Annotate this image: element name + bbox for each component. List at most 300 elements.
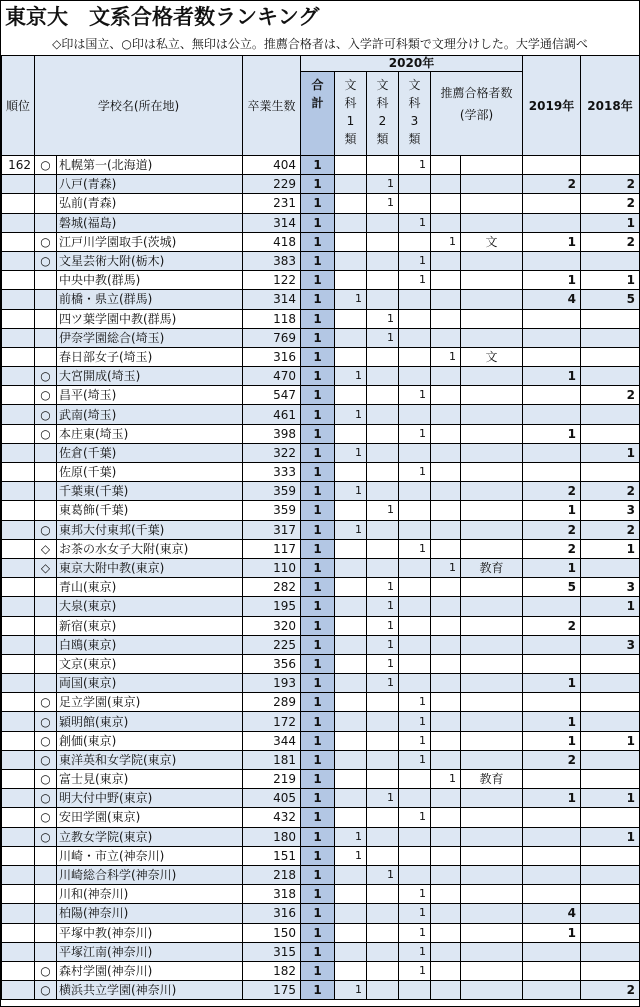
header-2018: 2018年: [581, 56, 640, 156]
y2019-cell: 4: [523, 290, 581, 309]
faculty-cell: [461, 865, 523, 884]
school-type-mark: ○: [35, 961, 57, 980]
bun2-cell: [367, 961, 399, 980]
school-type-mark: ○: [35, 424, 57, 443]
header-rank: 順位: [2, 56, 35, 156]
total-cell: 1: [301, 750, 335, 769]
bun2-cell: [367, 156, 399, 175]
school-type-mark: [35, 482, 57, 501]
total-cell: 1: [301, 635, 335, 654]
table-row: [2, 482, 640, 501]
bun2-cell: [367, 443, 399, 462]
faculty-cell: [461, 328, 523, 347]
bun3-cell: [399, 367, 431, 386]
recommend-count-cell: [431, 789, 461, 808]
y2018-cell: 1: [581, 827, 640, 846]
y2019-cell: [523, 635, 581, 654]
graduates-cell: 219: [243, 770, 301, 789]
faculty-cell: [461, 961, 523, 980]
rank-cell: [2, 290, 35, 309]
faculty-cell: [461, 981, 523, 1000]
graduates-cell: 320: [243, 616, 301, 635]
bun3-cell: 1: [399, 271, 431, 290]
total-cell: 1: [301, 271, 335, 290]
school-name-cell: 文星芸術大附(栃木): [57, 251, 243, 270]
rank-cell: [2, 251, 35, 270]
bun2-cell: [367, 232, 399, 251]
bun1-cell: [335, 961, 367, 980]
rank-cell: [2, 424, 35, 443]
total-cell: 1: [301, 885, 335, 904]
bun2-cell: 1: [367, 654, 399, 673]
school-name-cell: 足立学園(東京): [57, 693, 243, 712]
rank-cell: [2, 213, 35, 232]
faculty-cell: [461, 309, 523, 328]
table-row: [2, 251, 640, 270]
graduates-cell: 182: [243, 961, 301, 980]
rank-cell: [2, 942, 35, 961]
total-cell: 1: [301, 175, 335, 194]
bun1-cell: [335, 558, 367, 577]
total-cell: 1: [301, 827, 335, 846]
recommend-count-cell: [431, 750, 461, 769]
table-row: [2, 981, 640, 1000]
table-row: [2, 328, 640, 347]
total-cell: 1: [301, 501, 335, 520]
y2019-cell: [523, 213, 581, 232]
y2019-cell: [523, 770, 581, 789]
bun1-cell: [335, 175, 367, 194]
school-type-mark: [35, 616, 57, 635]
bun3-cell: [399, 328, 431, 347]
total-cell: 1: [301, 443, 335, 462]
faculty-cell: 教育: [461, 770, 523, 789]
bun1-cell: [335, 501, 367, 520]
y2019-cell: [523, 808, 581, 827]
school-type-mark: ○: [35, 808, 57, 827]
header-bun2-char: 文: [376, 78, 389, 92]
total-cell: 1: [301, 578, 335, 597]
graduates-cell: 547: [243, 386, 301, 405]
recommend-count-cell: [431, 194, 461, 213]
bun2-cell: 1: [367, 194, 399, 213]
y2019-cell: 1: [523, 424, 581, 443]
school-name-cell: 柏陽(神奈川): [57, 904, 243, 923]
school-type-mark: [35, 328, 57, 347]
table-row: [2, 520, 640, 539]
graduates-cell: 316: [243, 347, 301, 366]
bun3-cell: [399, 865, 431, 884]
bun2-cell: [367, 539, 399, 558]
school-type-mark: [35, 463, 57, 482]
y2019-cell: [523, 405, 581, 424]
y2018-cell: [581, 405, 640, 424]
faculty-cell: [461, 616, 523, 635]
school-type-mark: ○: [35, 731, 57, 750]
header-2020: 2020年: [301, 56, 523, 72]
bun1-cell: 1: [335, 520, 367, 539]
school-type-mark: ○: [35, 156, 57, 175]
bun2-cell: [367, 770, 399, 789]
recommend-count-cell: [431, 808, 461, 827]
graduates-cell: 110: [243, 558, 301, 577]
faculty-cell: [461, 674, 523, 693]
bun2-cell: [367, 405, 399, 424]
school-name-cell: 安田学園(東京): [57, 808, 243, 827]
bun3-cell: 1: [399, 251, 431, 270]
bun1-cell: [335, 463, 367, 482]
bun3-cell: [399, 846, 431, 865]
graduates-cell: 117: [243, 539, 301, 558]
bun1-cell: [335, 232, 367, 251]
bun1-cell: [335, 904, 367, 923]
rank-cell: [2, 386, 35, 405]
bun1-cell: 1: [335, 405, 367, 424]
school-name-cell: 文京(東京): [57, 654, 243, 673]
bun3-cell: [399, 597, 431, 616]
school-type-mark: [35, 271, 57, 290]
graduates-cell: 151: [243, 846, 301, 865]
header-bun1-char: 1: [346, 114, 355, 128]
y2019-cell: 2: [523, 616, 581, 635]
faculty-cell: 教育: [461, 558, 523, 577]
graduates-cell: 769: [243, 328, 301, 347]
rank-cell: [2, 981, 35, 1000]
total-cell: 1: [301, 347, 335, 366]
bun1-cell: [335, 635, 367, 654]
recommend-count-cell: [431, 635, 461, 654]
y2019-cell: [523, 981, 581, 1000]
bun1-cell: [335, 693, 367, 712]
school-type-mark: ○: [35, 232, 57, 251]
school-type-mark: [35, 443, 57, 462]
graduates-cell: 318: [243, 885, 301, 904]
table-row: [2, 616, 640, 635]
y2019-cell: [523, 865, 581, 884]
school-name-cell: 立教女学院(東京): [57, 827, 243, 846]
y2019-cell: 2: [523, 175, 581, 194]
y2019-cell: 5: [523, 578, 581, 597]
school-name-cell: 穎明館(東京): [57, 712, 243, 731]
school-name-cell: 東邦大付東邦(千葉): [57, 520, 243, 539]
graduates-cell: 322: [243, 443, 301, 462]
table-row: [2, 156, 640, 175]
total-cell: 1: [301, 712, 335, 731]
rank-cell: [2, 194, 35, 213]
recommend-count-cell: [431, 251, 461, 270]
y2019-cell: [523, 654, 581, 673]
rank-cell: [2, 463, 35, 482]
bun1-cell: [335, 731, 367, 750]
school-type-mark: ○: [35, 712, 57, 731]
total-cell: 1: [301, 731, 335, 750]
total-cell: 1: [301, 923, 335, 942]
table-row: [2, 443, 640, 462]
y2019-cell: [523, 827, 581, 846]
faculty-cell: [461, 539, 523, 558]
table-row: [2, 770, 640, 789]
y2018-cell: 2: [581, 981, 640, 1000]
recommend-count-cell: 1: [431, 232, 461, 251]
table-row: [2, 808, 640, 827]
school-name-cell: 東洋英和女学院(東京): [57, 750, 243, 769]
y2019-cell: [523, 846, 581, 865]
faculty-cell: [461, 731, 523, 750]
y2018-cell: [581, 770, 640, 789]
bun3-cell: [399, 578, 431, 597]
bun2-cell: [367, 846, 399, 865]
school-name-cell: 本庄東(埼玉): [57, 424, 243, 443]
y2019-cell: 1: [523, 674, 581, 693]
total-cell: 1: [301, 424, 335, 443]
recommend-count-cell: [431, 328, 461, 347]
rank-cell: [2, 578, 35, 597]
school-name-cell: 川崎総合科学(神奈川): [57, 865, 243, 884]
school-name-cell: 佐原(千葉): [57, 463, 243, 482]
bun1-cell: [335, 213, 367, 232]
bun3-cell: 1: [399, 712, 431, 731]
school-name-cell: 大宮開成(埼玉): [57, 367, 243, 386]
graduates-cell: 470: [243, 367, 301, 386]
rank-cell: [2, 482, 35, 501]
faculty-cell: [461, 194, 523, 213]
faculty-cell: [461, 750, 523, 769]
y2018-cell: 2: [581, 386, 640, 405]
y2019-cell: [523, 194, 581, 213]
header-bun1: [335, 72, 367, 156]
bun3-cell: 1: [399, 424, 431, 443]
table-row: [2, 923, 640, 942]
y2018-cell: [581, 942, 640, 961]
recommend-count-cell: [431, 674, 461, 693]
header-faculty-label: (学部): [459, 108, 494, 122]
faculty-cell: [461, 654, 523, 673]
bun1-cell: [335, 386, 367, 405]
header-recommend-label: 推薦合格者数: [440, 86, 513, 100]
rank-cell: [2, 923, 35, 942]
rank-cell: [2, 271, 35, 290]
bun2-cell: [367, 750, 399, 769]
bun3-cell: 1: [399, 942, 431, 961]
faculty-cell: [461, 520, 523, 539]
school-type-mark: [35, 654, 57, 673]
faculty-cell: [461, 827, 523, 846]
faculty-cell: [461, 213, 523, 232]
table-row: [2, 501, 640, 520]
table-row: [2, 309, 640, 328]
y2019-cell: 1: [523, 501, 581, 520]
recommend-count-cell: [431, 175, 461, 194]
bun1-cell: [335, 712, 367, 731]
school-name-cell: 弘前(青森): [57, 194, 243, 213]
bun3-cell: [399, 520, 431, 539]
bun3-cell: [399, 616, 431, 635]
bun3-cell: [399, 981, 431, 1000]
faculty-cell: 文: [461, 232, 523, 251]
bun1-cell: [335, 194, 367, 213]
bun2-cell: [367, 885, 399, 904]
header-total-char1: 合: [311, 78, 324, 92]
y2018-cell: [581, 251, 640, 270]
table-row: [2, 674, 640, 693]
school-type-mark: ○: [35, 367, 57, 386]
recommend-count-cell: [431, 309, 461, 328]
graduates-cell: 229: [243, 175, 301, 194]
bun3-cell: [399, 635, 431, 654]
graduates-cell: 193: [243, 674, 301, 693]
recommend-count-cell: [431, 885, 461, 904]
faculty-cell: [461, 501, 523, 520]
recommend-count-cell: [431, 443, 461, 462]
rank-cell: [2, 232, 35, 251]
y2018-cell: [581, 885, 640, 904]
rank-cell: [2, 597, 35, 616]
bun2-cell: [367, 482, 399, 501]
y2018-cell: 1: [581, 443, 640, 462]
bun1-cell: [335, 923, 367, 942]
school-name-cell: 東葛飾(千葉): [57, 501, 243, 520]
recommend-count-cell: [431, 271, 461, 290]
y2019-cell: [523, 156, 581, 175]
school-name-cell: 青山(東京): [57, 578, 243, 597]
school-type-mark: ○: [35, 251, 57, 270]
table-body: [2, 156, 640, 1000]
table-row: [2, 731, 640, 750]
school-type-mark: ○: [35, 750, 57, 769]
graduates-cell: 398: [243, 424, 301, 443]
bun3-cell: [399, 558, 431, 577]
faculty-cell: [461, 156, 523, 175]
total-cell: 1: [301, 693, 335, 712]
faculty-cell: [461, 271, 523, 290]
bun3-cell: [399, 770, 431, 789]
school-name-cell: 昌平(埼玉): [57, 386, 243, 405]
header-bun2-char: 2: [378, 114, 387, 128]
table-row: [2, 635, 640, 654]
school-type-mark: [35, 309, 57, 328]
recommend-count-cell: [431, 865, 461, 884]
rank-cell: [2, 674, 35, 693]
school-type-mark: [35, 635, 57, 654]
bun3-cell: [399, 482, 431, 501]
header-bun3-char: 科: [408, 96, 421, 110]
school-name-cell: 富士見(東京): [57, 770, 243, 789]
graduates-cell: 317: [243, 520, 301, 539]
bun2-cell: [367, 904, 399, 923]
table-row: [2, 232, 640, 251]
y2018-cell: 2: [581, 482, 640, 501]
total-cell: 1: [301, 558, 335, 577]
graduates-cell: 356: [243, 654, 301, 673]
bun3-cell: 1: [399, 923, 431, 942]
total-cell: 1: [301, 981, 335, 1000]
school-name-cell: 中央中教(群馬): [57, 271, 243, 290]
table-row: [2, 846, 640, 865]
rank-cell: [2, 808, 35, 827]
y2018-cell: [581, 558, 640, 577]
y2018-cell: 2: [581, 175, 640, 194]
faculty-cell: [461, 942, 523, 961]
y2018-cell: 1: [581, 539, 640, 558]
bun3-cell: 1: [399, 808, 431, 827]
table-row: [2, 885, 640, 904]
school-type-mark: ◇: [35, 539, 57, 558]
graduates-cell: 195: [243, 597, 301, 616]
table-row: [2, 463, 640, 482]
total-cell: 1: [301, 156, 335, 175]
bun3-cell: 1: [399, 213, 431, 232]
faculty-cell: [461, 175, 523, 194]
bun2-cell: [367, 347, 399, 366]
bun1-cell: [335, 309, 367, 328]
total-cell: 1: [301, 367, 335, 386]
school-name-cell: 春日部女子(埼玉): [57, 347, 243, 366]
school-type-mark: [35, 347, 57, 366]
recommend-count-cell: [431, 424, 461, 443]
y2019-cell: [523, 885, 581, 904]
school-type-mark: [35, 885, 57, 904]
bun3-cell: 1: [399, 750, 431, 769]
rank-cell: [2, 405, 35, 424]
y2019-cell: [523, 251, 581, 270]
bun3-cell: [399, 654, 431, 673]
total-cell: 1: [301, 463, 335, 482]
table-row: [2, 578, 640, 597]
bun1-cell: [335, 885, 367, 904]
y2018-cell: 1: [581, 597, 640, 616]
y2018-cell: [581, 156, 640, 175]
y2019-cell: 2: [523, 539, 581, 558]
total-cell: 1: [301, 846, 335, 865]
graduates-cell: 181: [243, 750, 301, 769]
faculty-cell: [461, 635, 523, 654]
bun2-cell: [367, 290, 399, 309]
bun1-cell: [335, 578, 367, 597]
y2019-cell: [523, 386, 581, 405]
rank-cell: 162: [2, 156, 35, 175]
y2019-cell: [523, 942, 581, 961]
header-bun1-char: 文: [344, 78, 357, 92]
table-row: [2, 750, 640, 769]
total-cell: 1: [301, 539, 335, 558]
faculty-cell: [461, 443, 523, 462]
school-name-cell: 前橋・県立(群馬): [57, 290, 243, 309]
table-row: [2, 213, 640, 232]
total-cell: 1: [301, 290, 335, 309]
y2018-cell: 1: [581, 731, 640, 750]
faculty-cell: [461, 290, 523, 309]
graduates-cell: 344: [243, 731, 301, 750]
bun2-cell: [367, 808, 399, 827]
recommend-count-cell: [431, 520, 461, 539]
y2019-cell: 1: [523, 789, 581, 808]
bun3-cell: 1: [399, 156, 431, 175]
bun2-cell: [367, 424, 399, 443]
total-cell: 1: [301, 674, 335, 693]
rank-cell: [2, 635, 35, 654]
table-row: [2, 558, 640, 577]
bun1-cell: [335, 770, 367, 789]
y2019-cell: 1: [523, 712, 581, 731]
table-row: [2, 865, 640, 884]
rank-cell: [2, 865, 35, 884]
total-cell: 1: [301, 482, 335, 501]
rank-cell: [2, 309, 35, 328]
ranking-table: [1, 55, 640, 1000]
school-name-cell: 佐倉(千葉): [57, 443, 243, 462]
faculty-cell: [461, 923, 523, 942]
y2018-cell: [581, 424, 640, 443]
